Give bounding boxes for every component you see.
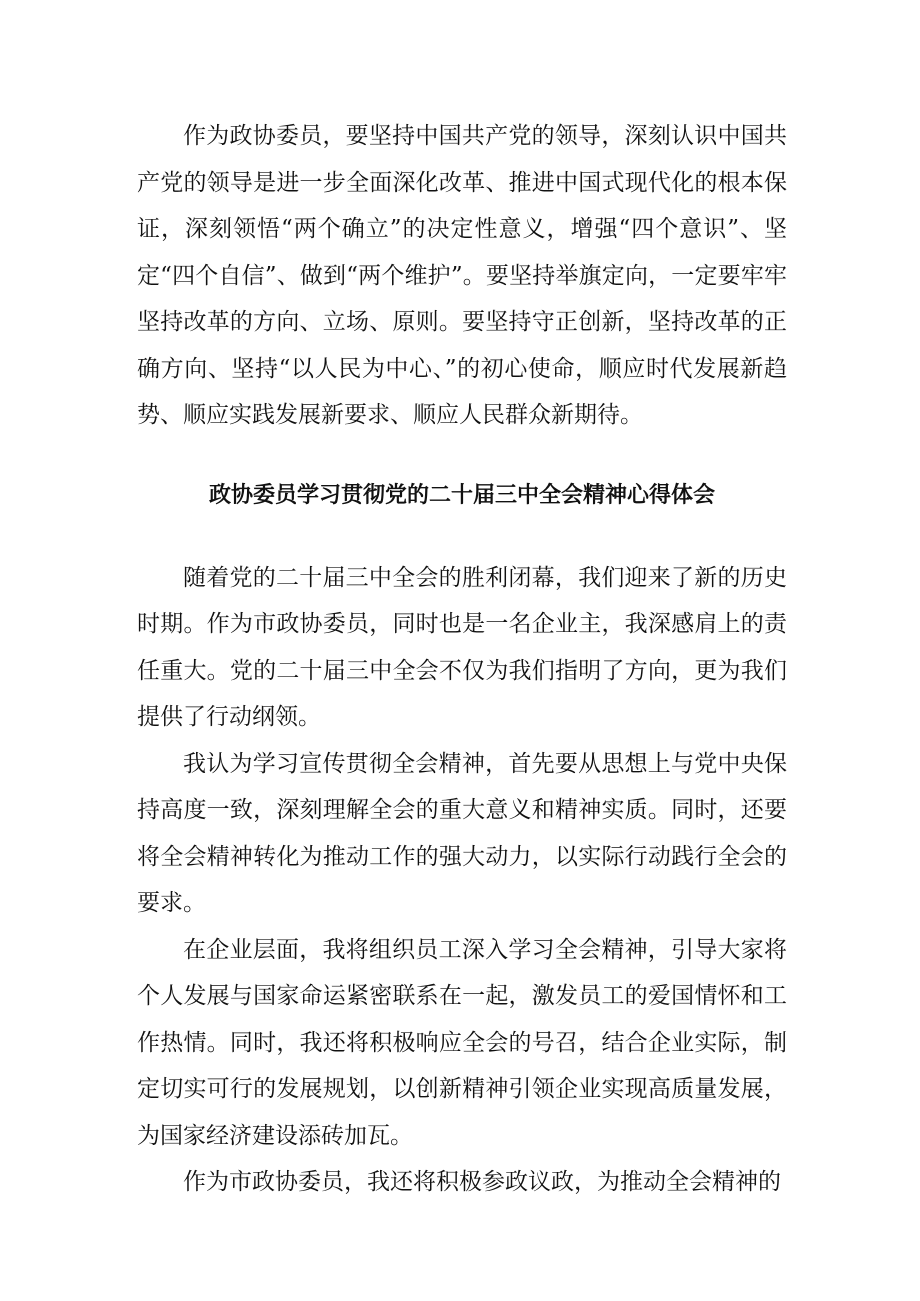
body-paragraph-3: 在企业层面，我将组织员工深入学习全会精神，引导大家将个人发展与国家命运紧密联系在一起，激发员工的爱国情怀和工作热情。同时，我还将积极响应全会的号召，结合企业实际，制定切实可行的发展规划，以创新精神引领企业实现高质量发展，为国家经济建设添砖加瓦。 — [137, 936, 787, 1149]
body-paragraph-1: 随着党的二十届三中全会的胜利闭幕，我们迎来了新的历史时期。作为市政协委员，同时也是一名企业主，我深感肩上的责任重大。党的二十届三中全会不仅为我们指明了方向，更为我们提供了行动纲领。 — [137, 564, 787, 730]
intro-paragraph: 作为政协委员，要坚持中国共产党的领导，深刻认识中国共产党的领导是进一步全面深化改革、推进中国式现代化的根本保证，深刻领悟“两个确立”的决定性意义，增强“四个意识”、坚定“四个自信”、做到“两个维护”。要坚持举旗定向，一定要牢牢坚持改革的方向、立场、原则。要坚持守正创新，坚持改革的正确方向、坚持“以人民为中心、”的初心使命，顺应时代发展新趋势、顺应实践发展新要求、顺应人民群众新期待。 — [137, 123, 787, 428]
body-paragraph-2: 我认为学习宣传贯彻全会精神，首先要从思想上与党中央保持高度一致，深刻理解全会的重大意义和精神实质。同时，还要将全会精神转化为推动工作的强大动力，以实际行动践行全会的要求。 — [137, 750, 787, 916]
section-title: 政协委员学习贯彻党的二十届三中全会精神心得体会 — [208, 482, 715, 508]
document-body — [137, 113, 787, 1206]
body-paragraph-4: 作为市政协委员，我还将积极参政议政，为推动全会精神的 — [183, 1169, 781, 1195]
